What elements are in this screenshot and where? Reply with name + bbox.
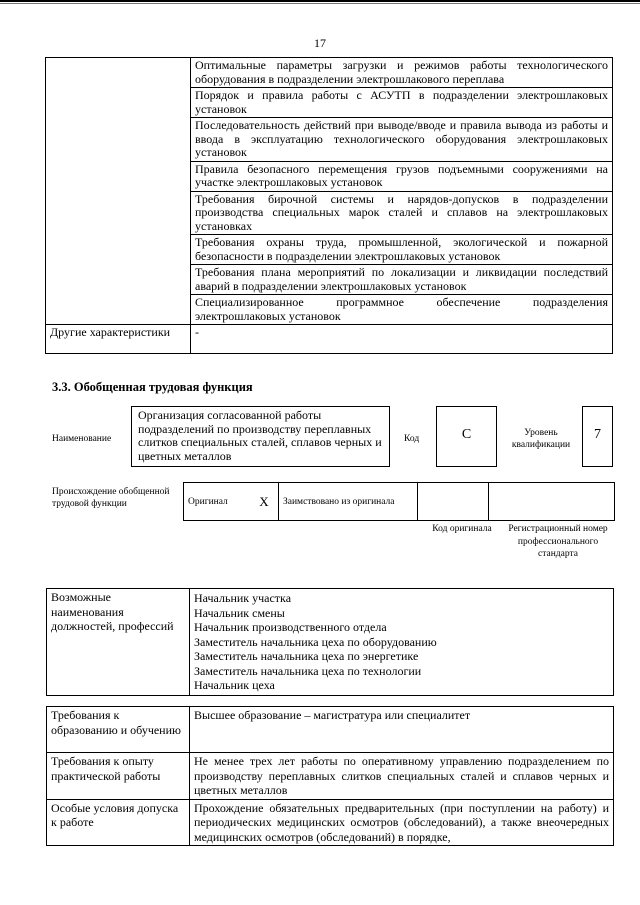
origin-code-cell [418,483,489,521]
knowledge-row-4: Правила безопасного перемещения грузов подъемными сооружениями на участке электрошлаковых установок [191,161,613,191]
name-label: Наименование [52,434,112,444]
positions-table [46,588,614,696]
origin-table [183,482,615,521]
position-item: Заместитель начальника цеха по энергетике [194,649,419,663]
level-label: Уровень квалификации [511,428,571,450]
origin-original-label: Оригинал [184,483,251,521]
code-origin-caption: Код оригинала [432,524,492,534]
experience-label: Требования к опыту практической работы [47,753,190,800]
knowledge-row-1: Оптимальные параметры загрузки и режимов работы технологического оборудования в подразделении электрошлакового переплава [191,58,613,88]
special-conditions-value: Прохождение обязательных предварительных (при поступлении на работу) и периодических медицинских осмотров (обследований), а также внеочередных медицинских осмотров (обследований) в порядке, [190,799,614,846]
position-item: Начальник цеха [194,678,275,692]
position-item: Заместитель начальника цеха по технологии [194,663,422,678]
position-item: Начальник участка [194,591,292,605]
other-characteristics-label: Другие характеристики [46,325,191,354]
reg-number-caption: Регистрационный номер профессионального стандарта [508,524,608,559]
experience-value: Не менее трех лет работы по оперативному управлению подразделением по производству переплавных слитков специальных сталей и сплавов черных и цветных металлов [190,753,614,800]
position-item: Заместитель начальника цеха по оборудованию [194,634,437,649]
education-value: Высшее образование – магистратура или специалитет [190,707,614,753]
knowledge-row-8: Специализированное программное обеспечение подразделения электрошлаковых установок [191,295,613,325]
code-value-box: C [436,406,497,467]
positions-list [190,589,614,696]
requirements-table [46,706,614,846]
section-title: 3.3. Обобщенная трудовая функция [52,380,253,394]
knowledge-table [45,57,613,354]
top-border-line [0,0,640,2]
knowledge-label-cell [46,58,191,325]
top-border-line-secondary [0,3,640,4]
origin-original-mark: X [250,483,279,521]
code-label: Код [404,434,420,444]
origin-borrowed-label: Заимствовано из оригинала [279,483,418,521]
origin-reg-cell [489,483,615,521]
special-conditions-label: Особые условия допуска к работе [47,799,190,846]
page-number: 17 [314,36,326,50]
level-value-box: 7 [582,406,613,467]
knowledge-row-2: Порядок и правила работы с АСУТП в подразделении электрошлаковых установок [191,88,613,118]
education-label: Требования к образованию и обучению [47,707,190,753]
function-name-box: Организация согласованной работы подразделений по производству переплавных слитков специальных сталей, сплавов черных и цветных металлов [131,406,390,467]
knowledge-row-7: Требования плана мероприятий по локализации и ликвидации последствий аварий в подразделении электрошлаковых установок [191,265,613,295]
position-item: Начальник смены [194,605,285,620]
knowledge-row-5: Требования бирочной системы и нарядов-допусков в подразделении производства специальных марок сталей и сплавов на электрошлаковых установках [191,191,613,235]
other-characteristics-value: - [191,325,613,354]
knowledge-row-3: Последовательность действий при выводе/вводе и правила вывода из работы и ввода в эксплуатацию технологического оборудования электрошлаковых установок [191,118,613,162]
origin-label: Происхождение обобщенной трудовой функции [52,487,170,509]
position-item: Начальник производственного отдела [194,620,387,634]
knowledge-row-6: Требования охраны труда, промышленной, экологической и пожарной безопасности в подразделении электрошлаковых установок [191,235,613,265]
positions-label: Возможные наименования должностей, профессий [47,589,190,696]
